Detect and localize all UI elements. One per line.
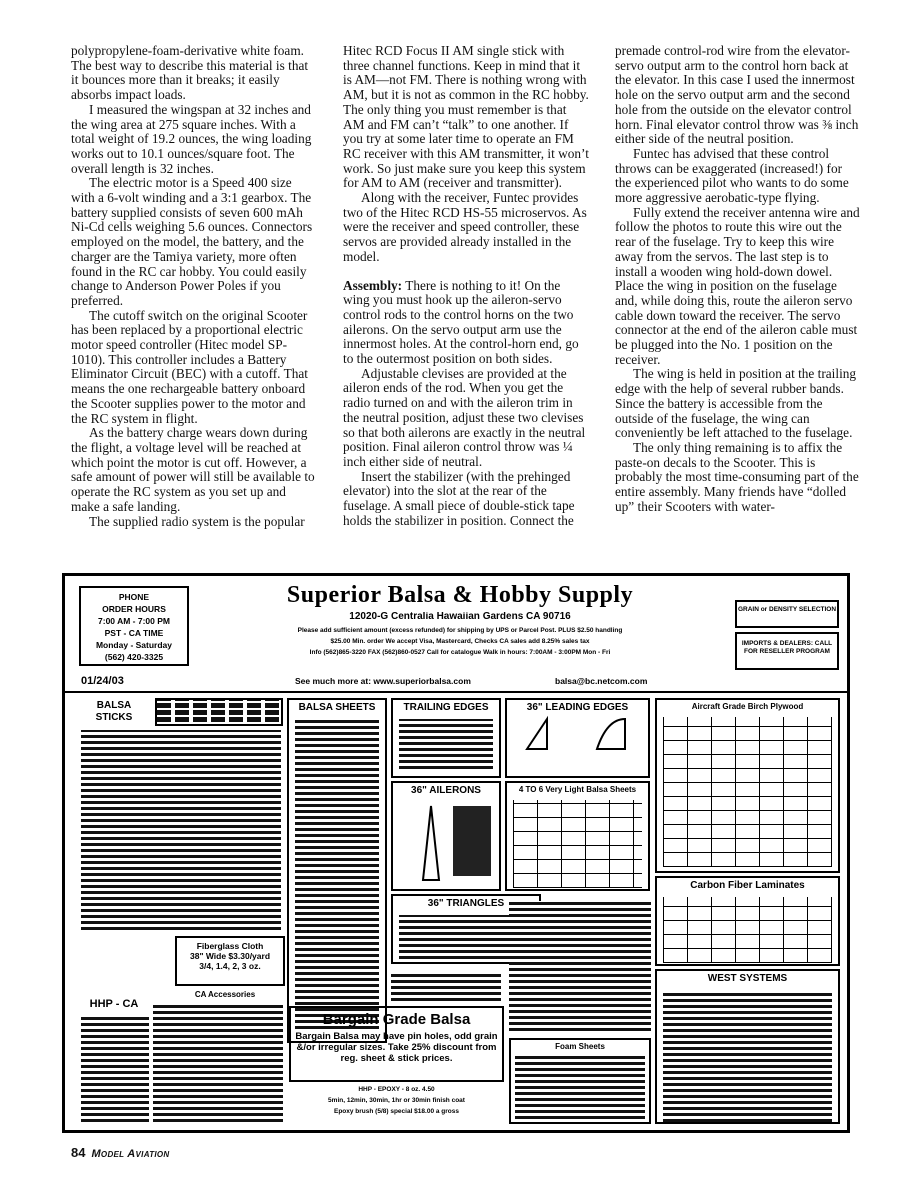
bargain-title: Bargain Grade Balsa (322, 1011, 471, 1028)
trailing-edges-panel (391, 698, 501, 778)
aileron-profile-icon (393, 796, 499, 886)
ailerons-panel (391, 781, 501, 891)
paragraph: The wing is held in position at the trailing edge with the help of several rubber bands. Since the battery is accessible from the outside of the fuselage, the wing can conveniently be left attached to the fuselage. (615, 366, 857, 441)
article-columns (71, 44, 861, 564)
west-systems-panel (655, 969, 840, 1124)
paragraph: The supplied radio system is the popular (89, 513, 305, 529)
superior-balsa-advertisement (62, 573, 850, 1133)
epoxy-line-3: Epoxy brush (5/8) special $18.00 a gross (333, 1108, 459, 1115)
ad-info-line: Info (562)865-3220 FAX (562)860-0527 Call for catalogue Walk in hours: 7:00AM - 3:00PM Mon - Fri (309, 649, 611, 656)
hhp-ca-header: HHP - CA (89, 998, 139, 1010)
assembly-paragraph (343, 279, 589, 367)
ad-order-line: $25.00 Min. order We accept Visa, Mastercard, Checks CA sales add 8.25% sales tax (330, 638, 590, 645)
paragraph: Funtec has advised that these control throws can be exaggerated (increased!) for the experienced pilot who wants to do some more aggressive aerobatic-type flying. (615, 145, 849, 206)
birch-plywood-header: Aircraft Grade Birch Plywood (691, 702, 804, 711)
triangles-header: 36" TRIANGLES (427, 898, 505, 909)
phone-label: PHONE (118, 592, 150, 602)
birch-plywood-panel (655, 698, 840, 873)
order-hours-label: ORDER HOURS (102, 604, 166, 614)
birch-plywood-table (663, 717, 832, 867)
carbon-fiber-header: Carbon Fiber Laminates (690, 880, 805, 891)
hhp-ca-table (81, 1016, 149, 1122)
balsa-sheets-price-table (295, 719, 379, 1029)
balsa-sheets-header: BALSA SHEETS (298, 702, 376, 713)
reseller-box: IMPORTS & DEALERS: CALL FOR RESELLER PROGRAM (735, 632, 839, 670)
carbon-fiber-table (663, 897, 832, 963)
paragraph: Hitec RCD Focus II AM single stick with three channel functions. Keep in mind that it is AM—not FM. There is nothing wrong with AM, but it is not as common in the RC hobby. The only thing you must remember is that AM and FM can’t “talk” to one another. If you try at some later time to operate an FM RC receiver with this AM transmitter, it won’t work. So just make sure you keep this system for AM to AM (receiver and transmitter). (343, 43, 589, 191)
epoxy-line-2: 5min, 12min, 30min, 1hr or 30min finish coat (328, 1097, 465, 1104)
very-light-balsa-header: 4 TO 6 Very Light Balsa Sheets (518, 785, 637, 794)
paragraph: Adjustable clevises are provided at the aileron ends of the rod. When you get the radio turned on and with the aileron trim in the neutral position, adjust these two clevises so that both ailerons are exactly in the neutral position. Final aileron control throw was ¼ inch either side of neutral. (343, 365, 586, 469)
west-systems-header: WEST SYSTEMS (707, 973, 788, 984)
carbon-fiber-panel (655, 876, 840, 966)
ad-website: See much more at: www.superiorbalsa.com (295, 676, 471, 686)
paragraph: The electric motor is a Speed 400 size with a 6-volt winding and a 3:1 gearbox. The battery supplied consists of seven 600 mAh Ni-Cd cells weighing 5.6 ounces. Connectors employed on the model, the battery, and the charger are the Tamiya variety, more often found in the RC car hobby. You could easily change to Anderson Power Poles if you preferred. (71, 175, 313, 308)
paragraph: The only thing remaining is to affix the paste-on decals to the Scooter. This is probably the most time-consuming part of the entire assembly. Many friends have “dolled up” their Scooters with water- (615, 439, 859, 514)
trailing-edges-header: TRAILING EDGES (403, 702, 489, 713)
balsa-sticks-price-table (81, 730, 281, 930)
magazine-name: Model Aviation (91, 1148, 170, 1160)
sticks-note-box (155, 698, 283, 726)
ad-email: balsa@bc.netcom.com (555, 676, 648, 686)
paragraph: Insert the stabilizer (with the prehinged elevator) into the slot at the rear of the fuselage. A small piece of double-stick tape holds the stabilizer in position. Connect the (343, 468, 575, 528)
ailerons-header: 36" AILERONS (411, 785, 481, 796)
fiberglass-header: Fiberglass Cloth (196, 941, 264, 951)
very-light-balsa-table (513, 800, 642, 888)
assembly-label: Assembly: (343, 277, 403, 293)
paragraph: Along with the receiver, Funtec provides two of the Hitec RCD HS-55 microservos. As were the receiver and speed controller, these servos are provided already installed in the model. (343, 190, 587, 264)
timezone-value: PST - CA TIME (104, 628, 164, 638)
very-light-balsa-panel (505, 781, 650, 891)
balsa-sheets-panel (287, 698, 387, 1043)
article-column-2 (343, 44, 589, 564)
ad-divider (65, 691, 850, 693)
ad-shipping-line: Please add sufficient amount (excess refunded) for shipping by UPS or Parcel Post. PLUS $2.50 handling (297, 627, 623, 634)
foam-sheets-panel (509, 1038, 651, 1124)
days-value: Monday - Saturday (95, 640, 173, 650)
foam-sheets-header: Foam Sheets (555, 1042, 605, 1051)
paragraph: As the battery charge wears down during the flight, a voltage level will be reached at which point the motor is cut off. However, a safe amount of power will still be available to operate the RC system as you set up and make a safe landing. (71, 425, 315, 514)
fiberglass-weights: 3/4, 1.4, 2, 3 oz. (199, 961, 261, 971)
phone-order-box (79, 586, 189, 666)
foam-sheets-table (515, 1055, 645, 1119)
trailing-edges-table (399, 719, 493, 769)
fiberglass-price: 38" Wide $3.30/yard (189, 951, 271, 961)
hours-value: 7:00 AM - 7:00 PM (98, 616, 170, 626)
paragraph: The cutoff switch on the original Scooter has been replaced by a proportional electric motor speed controller (Hitec model SP-1010). This controller includes a Battery Eliminator Circuit (BEC) with a cutoff. That means the one rechargeable battery onboard the Scooter supplies power to the motor and the RC system in flight. (71, 307, 308, 426)
page-number: 84 (71, 1145, 86, 1160)
page-footer (71, 1145, 170, 1160)
ad-address: 12020-G Centralia Hawaiian Gardens CA 90716 (349, 612, 571, 622)
paragraph: polypropylene-foam-derivative white foam. The best way to describe this material is that it bounces more than it breaks; it easily absorbs impact loads. (71, 43, 309, 103)
phone-number: (562) 420-3325 (104, 652, 164, 662)
article-column-3 (615, 44, 861, 564)
ad-date: 01/24/03 (81, 676, 124, 686)
balsa-sticks-header: BALSA STICKS (95, 700, 133, 723)
paragraph: premade control-rod wire from the elevator-servo output arm to the control horn back at the elevator. In this case I used the innermost hole on the servo output arm and the second hole from the outside on the elevator control horn. Final elevator control throw was ⅜ inch either side of the neutral position. (615, 43, 859, 147)
ca-accessories-table (153, 1002, 283, 1122)
paragraph: I measured the wingspan at 32 inches and the wing area at 275 square inches. With a total weight of 19.2 ounces, the wing loading works out to 10.1 ounces/square foot. The overall length is 32 inches. (71, 101, 312, 176)
grain-selection-box: GRAIN or DENSITY SELECTION (735, 600, 839, 628)
paragraph: Fully extend the receiver antenna wire and follow the photos to route this wire out the rear of the fuselage. Try to keep this wire away from the servos. The last step is to install a wooden wing hold-down dowel. Place the wing in position on the fuselage and, while doing this, route the aileron servo cable down toward the receiver. The servo connector at the end of the aileron cable must be plugged into the No. 1 position on the receiver. (615, 204, 860, 367)
epoxy-line-1: HHP - EPOXY - 8 oz. 4.50 (358, 1086, 435, 1093)
leading-edge-profile-icon (507, 713, 648, 753)
assembly-text: There is nothing to it! On the wing you must hook up the aileron-servo control rods to the control horns on the two ailerons. On the servo output arm use the innermost holes. At the control-horn end, go to the outermost position on both sides. (343, 277, 579, 367)
west-systems-table (663, 990, 832, 1122)
article-column-1 (71, 44, 317, 564)
bargain-text: Bargain Balsa may have pin holes, odd grain &/or irregular sizes. Take 25% discount from reg. sheet & stick prices. (295, 1031, 498, 1064)
leading-edges-panel (505, 698, 650, 778)
ca-accessories-header: CA Accessories (194, 990, 256, 999)
misc-price-table (509, 901, 651, 1031)
bargain-grade-balsa-box (289, 1006, 504, 1082)
dowel-price-table (391, 971, 501, 1001)
ad-title: Superior Balsa & Hobby Supply (286, 582, 634, 608)
fiberglass-cloth-box (175, 936, 285, 986)
leading-edges-header: 36" LEADING EDGES (526, 702, 629, 713)
